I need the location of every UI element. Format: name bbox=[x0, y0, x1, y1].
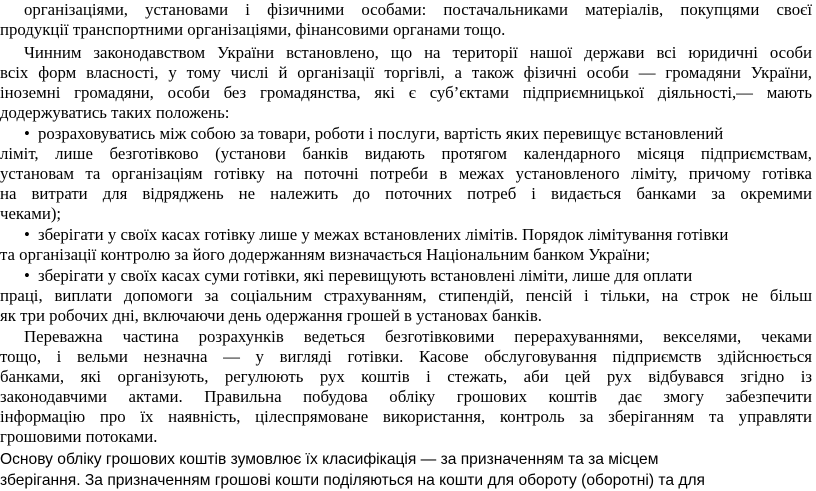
text-line-5: іноземні громадяни, особи без громадянства, які є суб’єктами підприємницької діяльності,— мають bbox=[0, 83, 812, 102]
text-line-15: праці, виплати допомоги за соціальним страхуванням, стипендій, пенсій і тільки, на строк не більш bbox=[0, 286, 812, 305]
bullet-item-1-text: розраховуватись між собою за товари, роботи і послуги, вартість яких перевищує встановлений bbox=[38, 124, 724, 143]
text-line-10: на витрати для відряджень не належить до поточних потреб і видається банками за окремими bbox=[0, 184, 812, 203]
bullet-item-2 bbox=[24, 225, 812, 245]
bullet-item-3-text: зберігати у своїх касах суми готівки, які перевищують встановлені ліміти, лише для оплати bbox=[38, 266, 693, 285]
bullet-icon: • bbox=[24, 124, 30, 143]
text-line-13: та організації контролю за його додержанням визначається Національним банком України; bbox=[0, 245, 650, 264]
bullet-item-2-text: зберігати у своїх касах готівку лише у межах встановлених лімітів. Порядок лімітування готівки bbox=[38, 225, 729, 244]
text-line-20: законодавчими актами. Правильна побудова обліку грошових коштів дає змогу забезпечити bbox=[0, 387, 812, 406]
text-line-1: організаціями, установами і фізичними особами: постачальниками матеріалів, покупцями своєї bbox=[24, 0, 812, 19]
text-line-3: Чинним законодавством України встановлено, що на території нашої держави всі юридичні особи bbox=[24, 43, 812, 62]
bullet-item-3 bbox=[24, 266, 812, 286]
text-line-19: банками, які організують, регулюють рух коштів і стежать, аби цей рух відбувався згідно із bbox=[0, 367, 812, 386]
text-line-21: інформацію про їх наявність, цілеспрямоване використання, контроль за зберіганням та управляти bbox=[0, 407, 812, 426]
text-line-11: чеками); bbox=[0, 204, 62, 223]
text-line-8: ліміт, лише безготівково (установи банків видають протягом календарного місяця підприємствам, bbox=[0, 144, 812, 163]
text-line-23: Основу обліку грошових коштів зумовлює їх класифікація — за призначенням та за місцем bbox=[0, 451, 659, 468]
bullet-icon: • bbox=[24, 225, 30, 244]
text-line-18: тощо, і вельми незначна — у вигляді готівки. Касове обслуговування підприємств здійснюється bbox=[0, 347, 812, 366]
bullet-icon: • bbox=[24, 266, 30, 285]
text-line-6: додержуватись таких положень: bbox=[0, 103, 230, 122]
text-line-24: зберігання. За призначенням грошові кошти поділяються на кошти для обороту (оборотні) та для bbox=[0, 472, 705, 489]
text-line-2: продукції транспортними організаціями, фінансовими органами тощо. bbox=[0, 20, 506, 39]
bullet-item-1 bbox=[24, 124, 812, 144]
text-line-4: всіх форм власності, у тому числі й організації торгівлі, а також фізичні особи — громадяни України, bbox=[0, 63, 812, 82]
text-line-22: грошовими потоками. bbox=[0, 427, 158, 446]
text-line-17: Переважна частина розрахунків ведеться безготівковими перерахуваннями, векселями, чеками bbox=[24, 327, 812, 346]
text-line-16: як три робочих дні, включаючи день одержання грошей в установах банків. bbox=[0, 306, 542, 325]
text-line-9: установам та організаціям готівку на поточні потреби в межах установленого ліміту, причому готівка bbox=[0, 164, 812, 183]
